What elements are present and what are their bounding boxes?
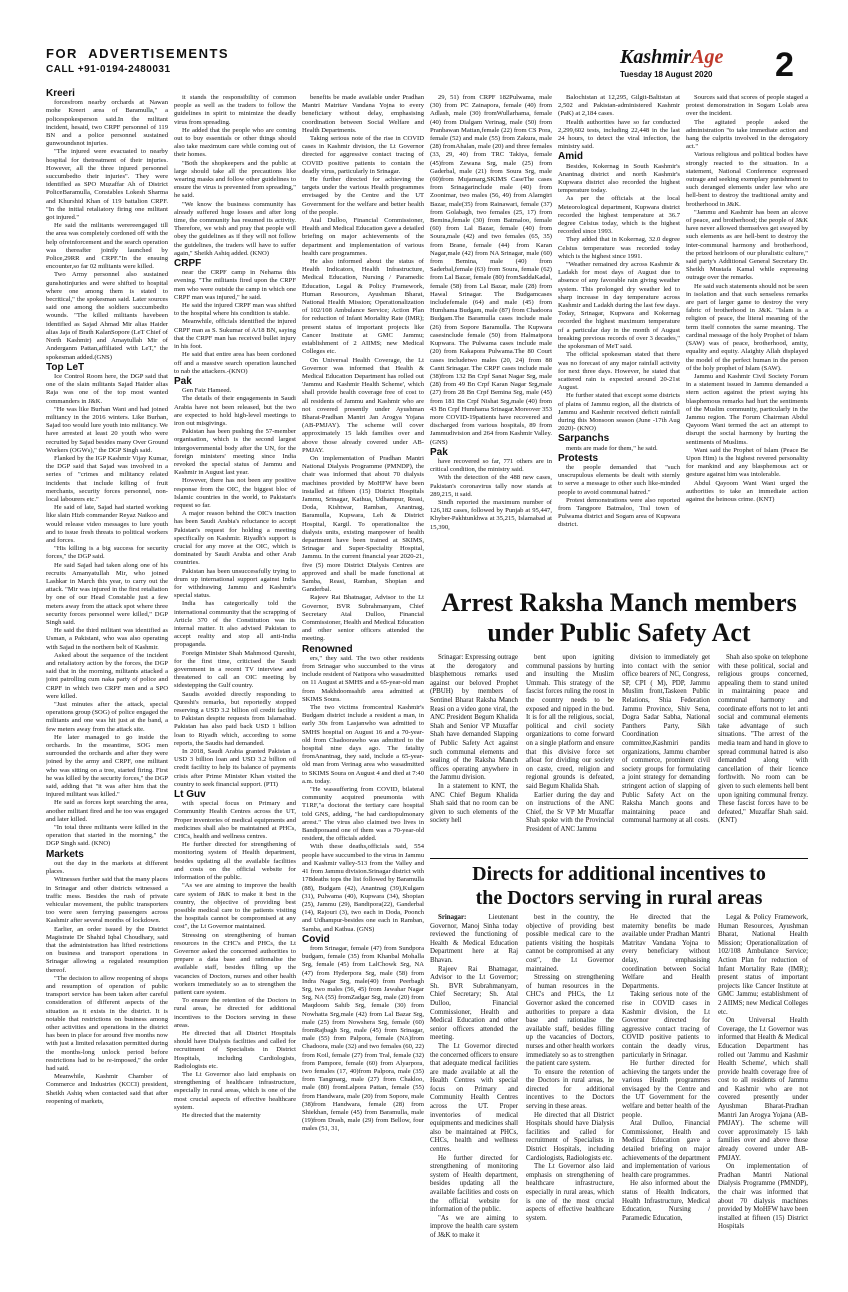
paragraph: "As we are aiming to improve the health care system of J&K to make it xyxy=(430,1214,518,1239)
paragraph: Jammu and Kashmir Civil Society Forum in a statement issued in Jammu demanded a stern action against the priest saying his blasphemous remarks had hurt the sentiments of the Muslim community, particularly in the Jammu region. The Forum Chairman Abdul Qayoom Wani termed the act an attempt to disrupt the social harmony by hurting the sentiments of Muslims. xyxy=(686,372,808,446)
paragraph: it stands the responsibility of common people as well as the traders to follow the guidelines in spirit to minimize the deadly virus from spreading. xyxy=(174,94,296,126)
paragraph: "Both the shopkeepers and the public at large should take all the precautions like wearing masks and follow other guidelines to ensure the virus is prevented from spreading," he said. xyxy=(174,159,296,200)
paragraph: Sources said that scores of people staged a protest demonstration in Sogam Lolab area over the incident. xyxy=(686,94,808,118)
story-2-headline: Directs for additional incentives to the Doctors serving in rural areas xyxy=(472,863,766,909)
paragraph: In a statement to KNT, the ANC Chief Begum Khalida Shah said that no room can be given to such elements of the society hell xyxy=(430,782,518,825)
column-5 xyxy=(558,94,680,582)
paragraph: Stressing on strengthening of human resources in the CHC's and PHCs, the Lt Governor asked the concerned authorities to prepare a data base and rationalise the available staff, besides filling up the vacancies of Doctors, nurses and other health workers immediately so as to strengthen the patient care system. xyxy=(526,974,614,1068)
paragraph: Pakistan has been pushing the 57-member organisation, which is the second largest intergovernmental body after the UN, for the foreign ministers' meeting since India revoked the special status of Jammu and Kashmir in August last year. xyxy=(174,428,296,477)
paragraph: With these deaths,officials said, 554 people have succumbed to the virus in Jammu and Kashmir valley-513 from the Valley and 41 from Jammu division.Srinagar district with 178deaths tops the list followed by Baramulla (88), Budgam (42), Anantnag (39),Kulgam (31), Pulwama (40), Kupwara (34), Shopian (25), Jammu (29), Bandipora(22), Ganderbal (14), Rajouri (3), two each in Doda, Poonch and Udhampur-besides one each in Ramban, Samba, and Kathua. (GNS) xyxy=(302,843,424,933)
paragraph: As per the officials at the local Meteorological department, Kupwara district recorded the highest temperature at 36.7 degree Celsius today, which is the highest recorded since 1993. xyxy=(558,195,680,236)
paragraph: Rajeev Rai Bhatnagar, Advisor to the Lt Governor; Sh. BVR Subrahmanyam, Chief Secretary; Sh. Atal Dulloo, Financial Commissioner, Health and Medical Education and other senior officers attended the meeting. xyxy=(430,965,518,1042)
paragraph: He directed that the maternity benefits be made available under Pradhan Mantri Matritav Vandana Yojna to every beneficiary without delay, emphasising coordination between Social Welfare and Health Departments. xyxy=(622,914,710,990)
column-2 xyxy=(174,94,296,1278)
section-heading: Amid xyxy=(558,151,583,163)
paragraph: India has categorically told the international community that the scrapping of Article 370 of the Constitution was its internal matter. It also advised Pakistan to accept reality and stop all anti-India propaganda. xyxy=(174,600,296,649)
column-4 xyxy=(430,94,552,582)
paragraph: He added that the people who are coming out to buy essentials or other things should also take maximum care while coming out of their homes. xyxy=(174,126,296,159)
paragraph: "In total three militants were killed in the operation that started in the morning," the DGP Singh said. (KNO) xyxy=(46,824,168,848)
paragraph: "Jammu and Kashmir has been an alcove of peace, and brotherhood; the people of J&K have never allowed themselves get swayed by such elements as are hell-bent to destroy the inter-communal harmony and brotherhood, the prized heirloom of our pluralistic culture," said party's Additional General Secretary Dr. Sheikh Mustafa Kamal while expressing outrage over the remarks. xyxy=(686,208,808,282)
paragraph: On implementation of Pradhan Mantri National Dialysis Programme (PMNDP), the chair was informed that about 70 dialysis machines provided by MoHFW have been installed at fifteen (15) District Hospitals xyxy=(718,1163,808,1231)
paragraph: Taking serious note of the rise in COVID cases in Kashmir division, the Lt Governor directed for aggressive contact tracing of COVID positive patients to contain the deadly virus, particularly in Srinagar. xyxy=(622,991,710,1059)
paragraph: Stressing on strengthening of human resources in the CHC's and PHCs, the Lt Governor asked the concerned authorities to prepare a data base and rationalise the available staff, besides filling up the vacancies of Doctors, nurses and other health workers immediately so as to strengthen the patient care system. xyxy=(174,931,296,996)
paragraph: The official spokesman stated that there was no forecast of any major rainfall activity for next three days. However, he stated that scattered rain is expected around 20-21st August. xyxy=(558,351,680,392)
paragraph: Asked about the sequence of the incident and retaliatory action by the forces, the DGP said that in the morning, militants attacked a joint patrolling cum naka party of police and CRPF in which two CRPF men and a SPO were killed. xyxy=(46,651,168,700)
paragraph: Abdul Qayoom Wani Wani urged the authorities to take an immediate action against the heinous crime. (KNT) xyxy=(686,479,808,503)
paragraph: out the day in the markets at different places. xyxy=(46,859,168,876)
paragraph: The agitated people asked the administration "to take immediate action and hang the culprits involved in the derogatory act." xyxy=(686,118,808,151)
paragraph: Health authorities have so far conducted 2,299,602 tests, including 22,448 in the last 24 hours, to detect the viral infection, the ministry said. xyxy=(558,118,680,151)
issue-date: Tuesday 18 August 2020 xyxy=(620,70,713,79)
paragraph: Ice Control Room here, the DGP said that one of the slain militants Sajad Haider alias Raja was one of the top most wanted commanders in J&K. xyxy=(46,372,168,405)
paragraph: Foreign Minister Shah Mahmood Qureshi, for the first time, criticised the Saudi government in a recent TV interview and threatened to call an OIC meeting by sidestepping the Gulf country. xyxy=(174,649,296,690)
story-1-headline: Arrest Raksha Manch members under Public Safety Act xyxy=(441,588,797,647)
section-heading: Markets xyxy=(46,848,84,860)
paragraph: from Srinagar, female (47) from Sundpora budgam, female (35) from Khanbal Mohalla Srg, female (45) from LalChowk Srg, NA (47) from Hyderpora Srg, male (58) from Indra Nagar Srg, male(40) from Peerbagh Srg, two males (56, 45) from Jawahar Nagar Srg, NA (55) fromZadgar Srg, male (20) from Maqdoom Sahib Srg, female (30) from Nowhatta Srg,male (42) from Lal Bazar Srg, male (25) from Nowshera Srg, female (60) fromRajbagh Srg, male (45) from Srinagar, male (55) from Palpora, female (NA)from Chadoora, male (32) and two females (60, 22) from Koil, female (27) from Tral, female (32) from Pampore, female (60) from Alyarpora, two females (17, 40)from Palpora, male (35) from Tangmarg, male (27) from Chakloo, male (80) fromLalpora Pattan, female (55) from Handwara, male (20) from Sopore, male (38)from Handwara, female (28) from Shiekhan, female (45) from Baramulla, male (19)from Drash, male (29) from Bellow, four males (51, 31, xyxy=(302,944,424,1133)
story-1-column-1 xyxy=(430,654,518,854)
section-heading: Top LeT xyxy=(46,361,85,373)
story-1-column-4 xyxy=(718,654,808,854)
paragraph: Meanwhile, Kashmir Chamber of Commerce and Industries (KCCI) president, Sheikh Ashiq when contacted said that after reopening of markets, xyxy=(46,1073,168,1105)
ad-phone: CALL +91-0194-2480031 xyxy=(46,64,171,75)
paragraph: Earlier, an order issued by the District Magistrate Dr Shahid Iqbal Choudhary, said that the administration has lifted restrictions on business and transport operations in Srinagar allowing a regulated resumption thereof. xyxy=(46,925,168,974)
paragraph: With the detection of the 488 new cases, Pakistan's coronavirus tally now stands at 289,215, it said. xyxy=(430,474,552,498)
page-header xyxy=(0,0,848,86)
ad-title: FOR ADVERTISEMENTS xyxy=(46,46,230,61)
paragraph: "Just minutes after the attack, special operations group (SOG) of police engaged the militants and one was hit just at the band, a few meters away from the attack site. xyxy=(46,701,168,733)
paragraph: Taking serious note of the rise in COVID cases in Kashmir division, the Lt Governor directed for aggressive contact tracing of COVID positive patients to contain the deadly virus, particularly in Srinagar. xyxy=(302,135,424,175)
paragraph: Meanwhile, officials identified the injured CRPF man as S. Sukumar of A/18 BN, saying that the CRPF man has received bullet injury in his foot. xyxy=(174,318,296,351)
paragraph: ments are made for them," he said. xyxy=(566,444,658,452)
paragraph: Balochistan at 12,295, Gilgit-Baltistan at 2,502 and Pakistan-administered Kashmir (PaK) at 2,184 cases. xyxy=(558,94,680,118)
section-heading: Renowned xyxy=(302,643,353,655)
paragraph: "He wassuffering from COVID, bilateral community acquired pneumonia with T1RF,"a doctorat the tertiary care hospital told GNS, adding, "he had cardiopulmonary arrest." The virus also claimed two lives in Bandiporaand one of them was a 70-year-old resident, the officials added. xyxy=(302,786,424,843)
paragraph: Atal Dulloo, Financial Commissioner, Health and Medical Education gave a detailed briefing on major achievements of the department and implementation of various health care programmes. xyxy=(622,1120,710,1179)
paragraph: He directed that the maternity xyxy=(182,1111,261,1119)
paragraph: He said the injured CRPF man was shifted to the hospital where his condition is stable. xyxy=(174,302,296,318)
section-heading: Lt Guv xyxy=(174,789,206,801)
paragraph: Wani said the Prophet of Islam (Peace Be Upon Him) is the highest revered personality for mankind and any blasphemous act or gesture against him was intolerable. xyxy=(686,446,808,479)
paragraph: He further directed for achieving the targets under the various Health programmes envisaged by the Centre and the UT Government for the welfare and better health of the people. xyxy=(622,1060,710,1119)
paragraph: Gen Faiz Hameed. xyxy=(182,387,232,395)
story-2-column-1 xyxy=(430,914,518,1278)
paragraph: Flanked by the IGP Kashmir Vijay Kumar, the DGP said that Sajad was involved in a series of "crimes and militancy related incidents that include killing of fruit merchants, security forces personnel, non-local labourers etc." xyxy=(46,454,168,503)
dateline: Srinagar: xyxy=(438,914,467,921)
column-6 xyxy=(686,94,808,582)
paragraph: The details of their engagements in Saudi Arabia have not been released, but the two are expected to hold high-level meetings to iron out misgivings. xyxy=(174,395,296,427)
paragraph: Saudis avoided directly responding to Qureshi's remarks, but reportedly stopped reserving a USD 3.2 billion oil credit facility to Pakistan despite requests from Islamabad. Pakistan has also paid back USD 1 billion loan to Riyadh which, according to some reports, the Saudis had demanded. xyxy=(174,690,296,747)
paragraph: To ensure the retention of the Doctors in rural areas, he directed for additional incentives to the Doctors serving in these areas. xyxy=(526,1068,614,1111)
paragraph: Various religious and political bodies have strongly reacted to the situation. In a statement, National Conference expressed outrage and seeking exemplary punishment to such deranged elements under law who are hell-bent to destroy the traditional amity and brotherhood in J&K. xyxy=(686,151,808,208)
paragraph: The Lt Governor also laid emphasis on strengthening of healthcare infrastructure, especially in rural areas, which is one of the most crucial aspects of effective healthcare system. xyxy=(526,1163,614,1222)
paragraph: bent upon igniting communal passions by hurting and insulting the Muslim Ummah. This strategy of the fascist forces ruling the roost in the country needs to be exposed and nipped in the bud. It is for all the religious, social, political and civil society organizations to come forward on a single platform and ensure that this divisive force set afloat for dividing our society on caste, creed, religion and regional grounds is defeated, said Begum Khalida Shah. xyxy=(526,654,614,790)
paragraph: forcesfrom nearby orchards at Nawan mohe Kreeri area of Baramulla," a policespokesperson said.In the militant incident, hesaid, two CRPF personnel of 119 BN and a police personnel sustained gunwoundsnot injuries. xyxy=(46,99,168,148)
paragraph: He said the third militant was identified as Usman, a Pakistani, who was also operating with Sajad in the northern belt of Kashmir. xyxy=(46,627,168,651)
paragraph: He said that entire area has been cordoned off and a massive search operation launched to nab the attackers.-(KNO) xyxy=(174,351,296,375)
paragraph: "Weather remained dry across Kashmir & Ladakh for most days of August due to absence of any favorable rain giving weather system. This prolonged dry weather led to sharp increase in day temperature across Kashmir and Ladakh during the last few days. Today, Srinagar, Kupwara and Kokernag recorded the highest maximum temperature of a particular day in the month of August breaking previous records of over 3 decades," the spokesman of MeT said. xyxy=(558,261,680,351)
paragraph: He later managed to go inside the orchards. In the meantime, SOG men surrounded the orchards and after they were joined by the army and CRPF, one militant who was sitting on a tree, started firing. First he was killed by the security forces," the DGP said, adding that "it was after him that the injured militant was killed." xyxy=(46,733,168,799)
column-3 xyxy=(302,94,424,1278)
paragraph: "The injured were evacuated to nearby hospital for thetreatment of their injuries. However, all the three injured personnel succumbedto their injuries". They were identified as SPO Muzaffar Ah of District PoliceBaramulla, Constables Lokesh Sharma and Khurshid Khan of 119 battalion CRPF. "In the initial retaliatory firing one militant got injured." xyxy=(46,148,168,222)
paragraph: with special focus on Primary and Community Health Centres across the UT, Proper inventories of medical equipments and medicines shall also be maintained at PHCs, CHCs, health and wellness centres. xyxy=(174,800,296,841)
paragraph: Besides, Kokernag in South Kashmir's Anantnag district and north Kashmir's Kupwara district also recorded the highest temperature today. xyxy=(558,162,680,195)
paragraph: division to immediately get into contact with the senior office bearers of NC, Congress, SP, CPI ( M), PDP, Jammu Muslim front,Taskeen Public Relations, Shia Federation Jammu Province, Shiv Sena, Dogra Sadar Sabha, National Panthers Party, Sikh Coordination committee,Kashmiri pandits organizations, Jammu chamber of commerce, prominent civil society groups for formulating a joint strategy for demanding stringent action of slapping of Public Safety Act on the Raksha Manch goons and maintaining peace and communal harmony at all costs. xyxy=(622,654,710,825)
paragraph: The Lt Governor also laid emphasis on strengthening of healthcare infrastructure, especially in rural areas, which is one of the most crucial aspects of effective healthcare system. xyxy=(174,1070,296,1111)
paragraph: "He was like Burhan Wani and had joined militancy in the 2016 winters. Like Burhan, Sajad too would lure youth into militancy. We have arrested at least 20 youth who were recruited by Sajad besides many Over Ground Workers (OGWs)," the DGP Singh said. xyxy=(46,405,168,454)
paragraph: He further directed for strengthening of monitoring system of Health department, besides updating all the available facilities and costs on the official website for information of the public. xyxy=(174,841,296,882)
paragraph: He further stated that except some districts of plains of Jammu region, all the districts of Jammu and Kashmir received deficit rainfall during this Monsoon season (June -17th Aug 2020)- (KNO) xyxy=(558,392,680,433)
column-1 xyxy=(46,88,168,1278)
section-heading: Pak xyxy=(174,375,192,387)
paragraph: However, there has not been any positive response from the OIC, the biggest bloc of Islamic countries in the world, to Pakistan's request so far. xyxy=(174,477,296,509)
story-1-column-3 xyxy=(622,654,710,854)
paragraph: Srinagar: Expressing outrage at the derogatory and blasphemous remarks used against our beloved Prophet (PBUH) by members of Sentinel Bharat Raksha Manch Reasi on a video gone viral, the ANC President Begum Khalida Shah and Senior VP Muzaffar Shah have demanded Slapping of Public Safety Act against such communal elements and sealing of the Raksha Manch offices operating anywhere in the Jammu division. xyxy=(430,654,518,782)
paragraph: Earlier during the day and on instructions of the ANC Chief, the Sr VP Mr Muzaffar Shah spoke with the Provincial President of ANC Jammu xyxy=(526,791,614,833)
paragraph: near the CRPF camp in Nehama this evening. "The militants fired upon the CRPF men who were outside the camp in which one CRPF man was injured," he said. xyxy=(174,269,296,301)
paragraph: On Universal Health Coverage, the Lt Governor was informed that Health & Medical Education Department has rolled out 'Jammu and Kashmir Health Scheme', which shall provide health coverage free of cost to all residents of Jammu and Kashmir who are not covered presently under Ayushman Bharat-Pradhan Mantri Jan Arogya Yojana (AB-PMJAY). The scheme will cover approximately 15 lakh families over and above those already covered under AB-PMJAY. xyxy=(302,356,424,454)
paragraph: He said the militants werereengaged till the area was completely cordoned off with the help ofreinforcement and the search operation was thereafter jointly launched by Police,29RR and CRPF."In the ensuing encounter,so far 02 militants were killed. xyxy=(46,222,168,271)
section-heading: Protests xyxy=(558,452,599,464)
paragraph: A major reason behind the OIC's inaction has been Saudi Arabia's reluctance to accept Pakistan's request for holding a meeting specifically on Kashmir. Riyadh's support is crucial for any move at the OIC, which is dominated by Saudi Arabia and other Arab countries. xyxy=(174,510,296,567)
paragraph: Legal & Policy Framework, Human Resources, Ayushman Bharat, National Health Mission; Operationalization of 102/108 Ambulance Service; Action Plan for reduction of Infant Mortality Rate (IMR); present status of important projects like Cancer Institute at GMC Jammu; establishment of 2 AIIMS; new Medical Colleges etc. xyxy=(718,914,808,1016)
story-divider xyxy=(430,858,808,859)
paragraph: To ensure the retention of the Doctors in rural areas, he directed for additional incentives to the Doctors serving in these areas. xyxy=(174,997,296,1029)
paragraph: "His killing is a big success for security forces," the DGP said. xyxy=(46,545,168,561)
story-2-column-3 xyxy=(622,914,710,1278)
paragraph: Protest demonstrations were also reported from Tangpore Batmaloo, Tral town of Pulwama district and Sogam area of Kupwara district. xyxy=(558,496,680,529)
story-2-column-4 xyxy=(718,914,808,1278)
paragraph: He said such statements should not be seen in isolation and that such senseless remarks are part of larger game to destroy the very fabric of brotherhood in J&K. "Islam is a religion of peace, the literal meaning of the term itself connotes the same meaning. The cardinal message of the holy Prophet of Islam (SAW) was of peace, brotherhood, amity, equality and equity. Alaighty Allah displayed the model of the perfect human in the person of the holy prophet of Islam (SAW). xyxy=(686,282,808,372)
section-heading: Sarpanchs xyxy=(558,433,610,445)
paragraph: He said Sajad had taken along one of his recruits Amanyatullah Mir, who joined Lashkar in March this year, to carry out the attack. "Mir was injured in the first retaliation by one of our Head Constable just a few meters away from the attack spot where three security forces personnel were killed," DGP Singh said. xyxy=(46,561,168,626)
paragraph: Atal Dulloo, Financial Commissioner, Health and Medical Education gave a detailed briefing on major achievements of the department and implementation of various health care programmes. xyxy=(302,217,424,257)
paragraph: have recovered so far, 771 others are in critical condition, the ministry said. xyxy=(430,457,552,474)
paragraph: He also informed about the status of Health Indicators, Health Infrastructure, Medical Education, Nursing / Paramedic Education, xyxy=(622,1180,710,1222)
paragraph: He also informed about the status of Health Indicators, Health Infrastructure, Medical Education, Nursing / Paramedic Education, Legal & Policy Framework, Human Resources, Ayushman Bharat, National Health Mission; Operationalization of 102/108 Ambulance Service; Action Plan for reduction of Infant Mortality Rate (IMR); present status of important projects like Cancer Institute at GMC Jammu; establishment of 2 AIIMS; new Medical Colleges etc. xyxy=(302,258,424,356)
paragraph: ers," they said. The two other residents from Srinagar who succumbed to the virus include resident of Natipora who wasadmitted on 11 August at SMHS and a 65-year-old man from Makhdoomsahib area admitted at SKIMS Soura. xyxy=(302,654,424,703)
paragraph: On Universal Health Coverage, the Lt Governor was informed that Health & Medical Education Department has rolled out 'Jammu and Kashmir Health Scheme', which shall provide health coverage free of cost to all residents of Jammu and Kashmir who are not covered presently under Ayushman Bharat-Pradhan Mantri Jan Arogya Yojana (AB-PMJAY). The scheme will cover approximately 15 lakh families over and above those already covered under AB-PMJAY. xyxy=(718,1017,808,1162)
paragraph: Sindh reported the maximum number of 126,182 cases, followed by Punjab at 95,447, Khyber-Pakhtunkhwa at 35,215, Islamabad at 15,390, xyxy=(430,498,552,531)
paragraph: He further directed for strengthening of monitoring system of Health department, besides updating all the available facilities and costs on the official website for information of the public. xyxy=(430,1154,518,1214)
paragraph: Rajeev Rai Bhatnagar, Advisor to the Lt Governor, BVR Subrahmanyam, Chief Secretary Atal Dulloo, Financial Commissioner, Health and Medical Education and other senior officers attended the meeting. xyxy=(302,594,424,643)
section-heading: Covid xyxy=(302,933,330,945)
paragraph: 29, 51) from CRPF 182Pulwama, male (30) from PC Zainapora, female (40) from Adlash, male (30) fromWullarhama, female (40) from Dialgam Verinag, male (50) from Pranbawan Mattan,female (22) from CS Pora, female (52) and male (55) from Zakura, male (28) fromAhalan, male (20) and three females (33, 29, 40) from TRC Takiya, female (45)from Zewana Srg, male (25) from Gaderbal, male (21) from Soura Srg, male (60)from Mujamarg,SKIMS CaseThe cases from Srinagarinclude male (40) from Zoonimar, two males (56, 49) from Alamgiri Bazar, male(35) from Rainawari, female (37) from Golabagh, two females (25, 17) from Bemina,female (30) from Batmaloo, female (60) from Lal Bazar, female (40) from Soura,male (42) and two females (65, 35) from Brane, female (44) from Karan Nagar,male (42) from NA Srinagar, male (60) from Bemina, male (40) from Saderbal,female (63) from Soura, female (62) from Lal Bazar, female (80) fromSaddaKadal, female (58) from Lal Bazar, male (28) from Hawal Srinagar. The Budgamcases includefemale (64) and male (45) from Humhama Budgam, male (87) from Chadoora Budgam.The Baramulla cases include male (26) from Sopore Baramulla. The Kupwara casesinclude female (50) from Halmatpora Kupwara. The Pulwama cases include male (20) from Kakapora Pulwama.The 80 Court cases includetwo males (20, 24) from 88 Cantt Srinagar. The CRPF cases include male (38)from 132 Bn Crpf Sanat Nagar Srg, male (28) from 49 Bn Crpf Karan Nagar Srg,male (27) from 28 Bn Crpf Bemina Srg, male (45) from 181 Bn Crpf Nishat Srg,male (40) from 43 Bn Crpf Humhama Srinagar.Moreover 353 more COVID-19patients have recovered and discharged from various hospitals, 89 from Jammudivision and 264 from Kashmir Valley. (GNS) xyxy=(430,94,552,446)
paragraph: benefits be made available under Pradhan Mantri Matritav Vandana Yojna to every beneficiary without delay, emphasising coordination between Social Welfare and Health Departments. xyxy=(302,94,424,134)
paragraph: "As we are aiming to improve the health care system of J&K to make it best in the country, the objective of providing best possible medical care to the patients visiting the hospitals cannot be compromised at any cost", the Lt Governor maintained. xyxy=(174,882,296,931)
paragraph: "The decision to allow reopening of shops and resumption of operation of public transport service has been taken after careful consideration of different aspects of the situation as it exists in the district. It is notable that restrictions on business among other activities and operations in the district has been in place for around five months now with just a limited relaxation permitted during the months-long unlock period before restrictions had to be re-imposed," the order had said. xyxy=(46,974,168,1072)
paragraph: The Lt Governor directed the concerned officers to ensure that adequate medical facilities are made available at all the Health Centres with special focus on Primary and Community Health Centres across the UT. Proper inventories of medical equipments and medicines shall also be maintained at PHCs, CHCs, health and wellness centres. xyxy=(430,1042,518,1154)
paragraph: "We know the business community has already suffered huge losses and after long time, the community has resumed its activity. Therefore, we wish and pray that people will obey the guidelines as if they will not follow the guidelines, the traders will have to suffer again," Sheikh Ashiq added. (KNO) xyxy=(174,200,296,257)
story-1-column-2 xyxy=(526,654,614,854)
paragraph: the people demanded that "such unscrupulous elements be dealt with sternly to serve a message to other such like-minded people to avoid communal hatred." xyxy=(558,463,680,496)
paragraph: Pakistan has been unsuccessfully trying to drum up international support against India for withdrawing Jammu and Kashmir's special status. xyxy=(174,567,296,600)
paragraph: Two Army personnel also sustained gunshotinjuries and were shifted to hospital where one among them is stated to becritical," the spokesman said. Later sources said one among the soldiers succumbedto wounds. "The killed militants havebeen identified as Sajad Ahmad Mir alias Haider alias Jaja of Brath KalanSopore (LeT Chief of North Kashmir) and Amaytullah Mir of Anderganm Pattan,affiliated with LeT," the spokesman added.(GNS) xyxy=(46,271,168,361)
advertisement-banner xyxy=(46,46,446,80)
paragraph: He directed that all District Hospitals should have Dialysis facilities and called for recruitment of Specialists in District Hospitals, including Cardiologists, Radiologists etc. xyxy=(174,1029,296,1070)
section-heading: Pak xyxy=(430,446,448,458)
paragraph: He further directed for achieving the targets under the various Health programmes envisaged by the Centre and the UT Government for the welfare and better health of the people. xyxy=(302,176,424,216)
paragraph: He directed that all District Hospitals should have Dialysis facilities and called for recruitment of Specialists in District Hospitals, including Cardiologists, Radiologists etc. xyxy=(526,1111,614,1162)
paragraph: Srinagar: Lieutenant Governor, Manoj Sinha today reviewed the functioning of Health & Medical Education Department here at Raj Bhavan. xyxy=(430,914,518,964)
paragraph: best in the country, the objective of providing best possible medical care to the patients visiting the hospitals cannot be compromised at any cost", the Lt Governor maintained. xyxy=(526,914,614,973)
paragraph: Witnesses further said that the many places in Srinagar and other districts witnessed a traffic mess. Besides the rush of private vehicular movement, the public transporters too were seen ferrying passengers across Kashmir after several months of lockdown. xyxy=(46,876,168,925)
paper-name: KashmirAge xyxy=(620,46,724,68)
section-heading: CRPF xyxy=(174,258,202,270)
paragraph: He said of late, Sajad had started working like slain Hizb commander Reyaz Naikoo and would release video messages to lure youth and to issue fresh threats to political workers and forces. xyxy=(46,504,168,544)
page-number: 2 xyxy=(775,46,794,84)
story-2-column-2 xyxy=(526,914,614,1278)
paragraph: In 2018, Saudi Arabia granted Pakistan a USD 3 billion loan and USD 3.2 billion oil credit facility to help its balance of payments crisis after Prime Minister Khan visited the country to seek financial support. (PTI) xyxy=(174,748,296,788)
paragraph: He said as forces kept searching the area, another militant fired and he too was engaged and later killed. xyxy=(46,799,168,823)
paragraph: The two victims fromcentral Kashmir's Budgam district include a resident a man, in early 30s from Lasjanwho was admitted to SMHS hospital on August 16 and a 70-year-old from Chadoorawho was admitted to the hospital nine days ago. The fatality fromAnantnag, they said, include a 65-year-old man from Verinag area who wasadmitted to SKIMS Soura on August 4 and died at 7:40 a.m. today. xyxy=(302,704,424,785)
section-heading: Kreeri xyxy=(46,88,75,99)
paragraph: They added that in Kokernag, 32.0 degree Celsius temperature was recorded today which is the highest since 1991. xyxy=(558,236,680,260)
paragraph: On implementation of Pradhan Mantri National Dialysis Programme (PMNDP), the chair was informed that about 70 dialysis machines provided by MoHFW have been installed at fifteen (15) District Hospitals Jammu, Srinagar, Kathua, Udhampur, Reasi, Doda, Kishtwar, Ramban, Anantnag, Baramulla, Kupwara, Leh & District Hospital, Kargil. To operationalize the dialysis units, existing manpower of health department have been trained at SKIMS, Srinagar and Super-Speciality Hospital, Jammu. In the current financial year 2020-21, five (5) more District Dialysis Centres are approved and shall be made functional at Samba, Reasi, Ramban, Shopian and Ganderbal. xyxy=(302,454,424,594)
paragraph: Shah also spoke on telephone with these political, social and religious groups concerned, appealing them to stand united in maintaining peace and communal harmony and coordinate efforts not to let anti social and communal elements take advantage of such situations. "The arrest of the media team and hand in glove to spread communal hatred is also demanded along with cancellation of their licence forthwith. No room can be given to such elements hell bent upon igniting communal frenzy. These fascist forces have to be defeated," Muzaffar Shah said. (KNT) xyxy=(718,654,808,825)
